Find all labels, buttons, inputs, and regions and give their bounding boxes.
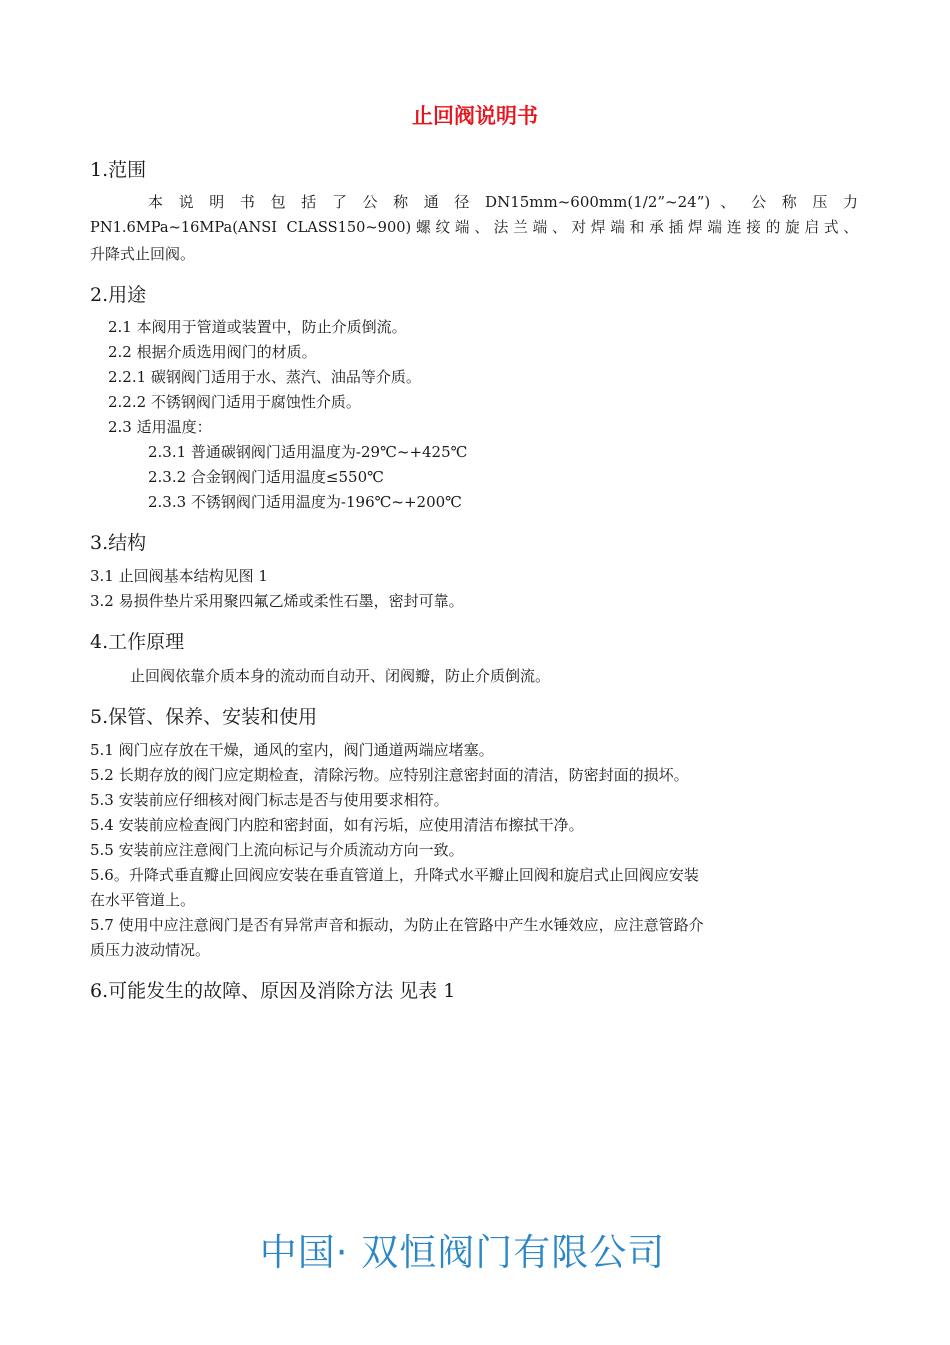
section-1-line-2: PN1.6MPa~16MPa(ANSI CLASS150~900)螺纹端、法兰端、对焊端和承插焊端连接的旋启式、: [90, 219, 858, 236]
section-5-item: 5.3 安装前应仔细核对阀门标志是否与使用要求相符。: [90, 791, 449, 809]
section-2-subitem: 2.3.3 不锈钢阀门适用温度为-196℃~+200℃: [148, 493, 462, 511]
section-2-subitem: 2.3.1 普通碳钢阀门适用温度为-29℃~+425℃: [148, 443, 468, 461]
section-5-heading: 5.保管、保养、安装和使用: [90, 706, 318, 728]
section-2-item: 2.3 适用温度：: [108, 418, 212, 436]
section-6-heading: 6.可能发生的故障、原因及消除方法 见表 1: [90, 980, 456, 1002]
section-2-item: 2.2.2 不锈钢阀门适用于腐蚀性介质。: [108, 393, 361, 411]
section-3-item: 3.1 止回阀基本结构见图 1: [90, 567, 268, 585]
section-1-line-3: 升降式止回阀。: [90, 245, 196, 263]
section-2-item: 2.1 本阀用于管道或装置中，防止介质倒流。: [108, 318, 407, 336]
section-3-item: 3.2 易损件垫片采用聚四氟乙烯或柔性石墨，密封可靠。: [90, 592, 464, 610]
section-2-subitem: 2.3.2 合金钢阀门适用温度≤550℃: [148, 468, 384, 486]
section-4-text: 止回阀依靠介质本身的流动而自动开、闭阀瓣，防止介质倒流。: [130, 667, 551, 685]
section-2-item: 2.2.1 碳钢阀门适用于水、蒸汽、油品等介质。: [108, 368, 421, 386]
section-4-heading: 4.工作原理: [90, 631, 185, 653]
company-footer: 中国· 双恒阀门有限公司: [259, 1231, 666, 1274]
section-5-item: 5.4 安装前应检查阀门内腔和密封面，如有污垢，应使用清洁布擦拭干净。: [90, 816, 584, 834]
document-title: 止回阀说明书: [412, 104, 538, 128]
section-5-item: 5.6。升降式垂直瓣止回阀应安装在垂直管道上，升降式水平瓣止回阀和旋启式止回阀应安装: [90, 866, 699, 884]
section-5-item: 5.5 安装前应注意阀门上流向标记与介质流动方向一致。: [90, 841, 464, 859]
section-2-heading: 2.用途: [90, 284, 147, 306]
section-5-item: 5.7 使用中应注意阀门是否有异常声音和振动，为防止在管路中产生水锤效应，应注意管路介: [90, 916, 704, 934]
section-2-item: 2.2 根据介质选用阀门的材质。: [108, 343, 317, 361]
section-1-heading: 1.范围: [90, 159, 147, 181]
section-1-line-1: 本 说 明 书 包 括 了 公 称 通 径 DN15mm~600mm(1/2”~24”) 、 公 称 压 力: [148, 193, 858, 211]
section-3-heading: 3.结构: [90, 532, 147, 554]
section-5-item-continued: 质压力波动情况。: [90, 941, 211, 959]
section-5-item: 5.2 长期存放的阀门应定期检查，清除污物。应特别注意密封面的清洁，防密封面的损坏。: [90, 766, 689, 784]
section-5-item: 5.1 阀门应存放在干燥，通风的室内，阀门通道两端应堵塞。: [90, 741, 494, 759]
section-5-item-continued: 在水平管道上。: [90, 891, 196, 909]
